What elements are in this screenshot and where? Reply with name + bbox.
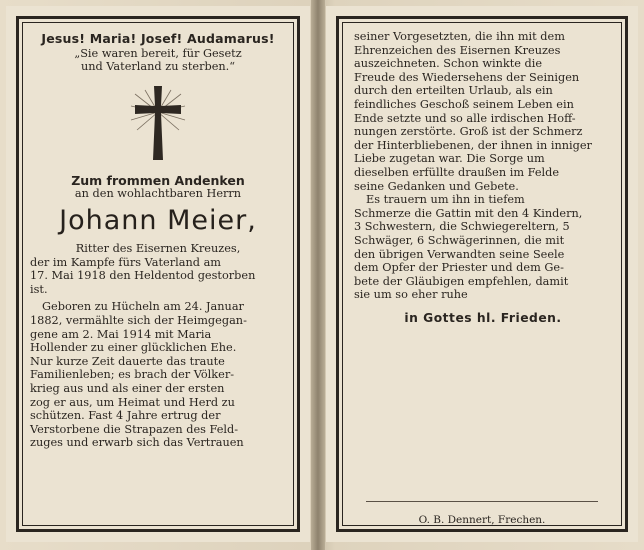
text-line: ist. xyxy=(30,282,48,296)
text-line: sie um so eher ruhe xyxy=(354,288,468,302)
text-line: nungen zerstörte. Groß ist der Schmerz xyxy=(354,125,583,139)
text-line: der Hinterbliebenen, der ihnen in inniger xyxy=(354,138,592,152)
printer-rule xyxy=(366,501,598,502)
text-line: gene am 2. Mai 1914 mit Maria xyxy=(30,327,212,341)
text-line: Verstorbene die Strapazen des Feld- xyxy=(30,422,239,436)
text-line: dem Opfer der Priester und dem Ge- xyxy=(354,261,564,275)
left-content xyxy=(30,28,286,520)
text-line: schützen. Fast 4 Jahre ertrug der xyxy=(30,409,221,423)
mourners-paragraph xyxy=(354,193,612,302)
honor-title: Ritter des Eisernen Kreuzes, xyxy=(75,241,241,255)
text-line: Ende setzte und so alle irdischen Hoff- xyxy=(354,111,576,125)
text-line: dieselben erfüllte draußen im Felde xyxy=(354,165,560,179)
right-panel xyxy=(326,6,638,542)
text-line: Schwäger, 6 Schwägerinnen, die mit xyxy=(354,233,565,247)
text-line: 17. Mai 1918 den Heldentod gestorben xyxy=(30,269,256,283)
right-content xyxy=(354,30,612,520)
death-statement xyxy=(30,256,286,297)
text-line: der im Kampfe fürs Vaterland am xyxy=(30,255,222,269)
text-line: 1882, vermählte sich der Heimgegan- xyxy=(30,313,247,327)
memorial-heading: Zum frommen Andenken xyxy=(71,172,245,188)
continuation-paragraph xyxy=(354,30,612,193)
text-line: auszeichneten. Schon winkte die xyxy=(354,57,543,71)
text-line: zuges und erwarb sich das Vertrauen xyxy=(30,436,244,450)
text-line: Liebe zugetan war. Die Sorge um xyxy=(354,152,545,166)
left-panel xyxy=(6,6,310,542)
cross-icon xyxy=(30,84,286,164)
printer-imprint: O. B. Dennert, Frechen. xyxy=(418,514,546,526)
text-line: bete der Gläubigen empfehlen, damit xyxy=(354,274,569,288)
quote-line: und Vaterland zu sterben.“ xyxy=(80,60,236,74)
text-line: den übrigen Verwandten seine Seele xyxy=(354,247,565,261)
text-line: seine Gedanken und Gebete. xyxy=(354,179,519,193)
text-line: 3 Schwestern, die Schwiegereltern, 5 xyxy=(354,220,570,234)
deceased-name: Johann Meier, xyxy=(59,204,257,236)
text-line: Freude des Wiedersehens der Seinigen xyxy=(354,70,580,84)
biography xyxy=(30,300,286,450)
text-line: Es trauern um ihn in tiefem xyxy=(366,193,525,207)
text-line: Familienleben; es brach der Völker- xyxy=(30,368,235,382)
text-line: Nur kurze Zeit dauerte das traute xyxy=(30,354,225,368)
text-line: krieg aus und als einer der ersten xyxy=(30,381,225,395)
text-line: Schmerze die Gattin mit den 4 Kindern, xyxy=(354,206,583,220)
header-invocation: Jesus! Maria! Josef! Audamarus! xyxy=(41,31,275,46)
text-line: zog er aus, um Heimat und Herd zu xyxy=(30,395,235,409)
intro-line: an den wohlachtbaren Herrn xyxy=(74,187,242,201)
text-line: seiner Vorgesetzten, die ihn mit dem xyxy=(354,30,565,43)
closing-blessing: in Gottes hl. Frieden. xyxy=(404,310,562,325)
text-line: feindliches Geschoß seinem Leben ein xyxy=(354,97,574,111)
card-fold xyxy=(311,0,325,550)
text-line: Hollender zu einer glücklichen Ehe. xyxy=(30,341,237,355)
text-line: Ehrenzeichen des Eisernen Kreuzes xyxy=(354,43,561,57)
text-line: Geboren zu Hücheln am 24. Januar xyxy=(42,300,244,314)
quote-line: „Sie waren bereit, für Gesetz xyxy=(74,46,242,60)
text-line: durch den erteilten Urlaub, als ein xyxy=(354,84,553,98)
quote xyxy=(30,47,286,74)
